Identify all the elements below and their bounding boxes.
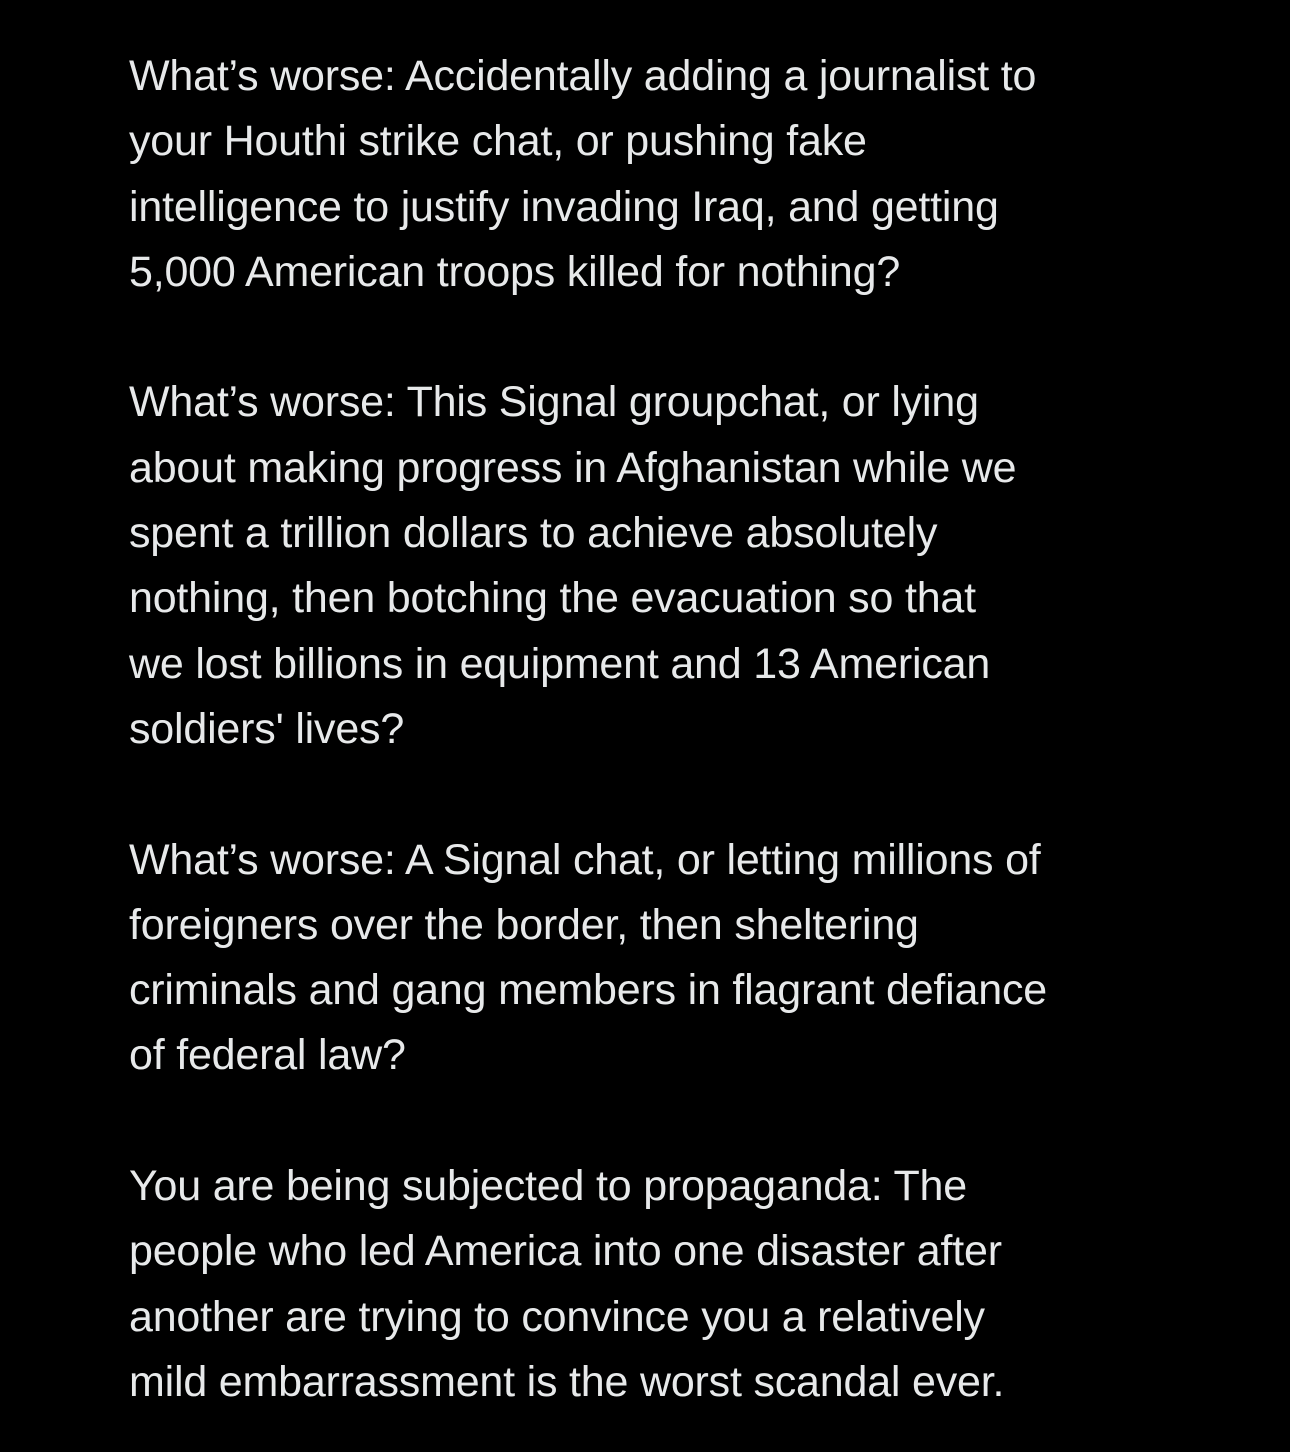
post-line: criminals and gang members in flagrant defiance: [129, 966, 1047, 1015]
post-line: soldiers' lives?: [129, 704, 405, 753]
post-paragraph-4: [129, 1154, 1189, 1415]
post-paragraph-1: [129, 44, 1189, 305]
post-line: another are trying to convince you a relatively: [129, 1292, 985, 1341]
post-line: people who led America into one disaster after: [129, 1227, 1002, 1276]
post-line: foreigners over the border, then sheltering: [129, 900, 919, 949]
post-body: [129, 44, 1189, 1415]
post-line: of federal law?: [129, 1031, 406, 1080]
post-line: What’s worse: Accidentally adding a journalist to: [129, 52, 1037, 100]
post-line: about making progress in Afghanistan while we: [129, 443, 1017, 492]
post-line: intelligence to justify invading Iraq, and getting: [129, 182, 999, 231]
post-line: You are being subjected to propaganda: The: [129, 1162, 967, 1211]
post-paragraph-3: [129, 828, 1189, 1089]
post-line: your Houthi strike chat, or pushing fake: [129, 117, 867, 166]
post-paragraph-2: [129, 370, 1189, 762]
post-line: mild embarrassment is the worst scandal ever.: [129, 1357, 1005, 1406]
post-line: spent a trillion dollars to achieve absolutely: [129, 509, 938, 558]
post-line: we lost billions in equipment and 13 American: [129, 639, 991, 688]
post-line: nothing, then botching the evacuation so that: [129, 574, 976, 623]
post-line: What’s worse: A Signal chat, or letting millions of: [129, 835, 1041, 884]
post-line: 5,000 American troops killed for nothing?: [129, 247, 901, 296]
post-line: What’s worse: This Signal groupchat, or lying: [129, 378, 979, 427]
